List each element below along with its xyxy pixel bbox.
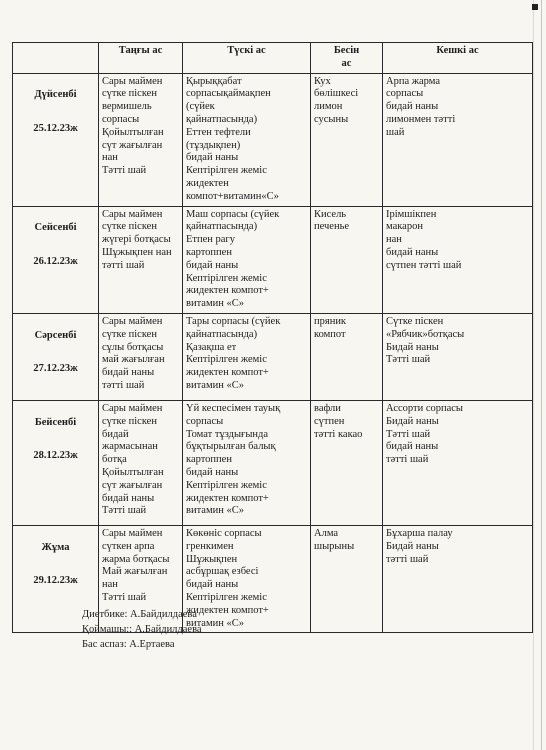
day-cell [13,206,99,313]
day-cell [13,73,99,206]
snack-cell: пряник компот [311,313,383,400]
snack-cell: Кисель печенье [311,206,383,313]
dinner-cell: Арпа жарма сорпасы бидай наны лимонмен тәтті шай [383,73,533,206]
day-cell [13,400,99,525]
header-breakfast: Таңғы ас [99,43,183,74]
weekly-menu-table [12,42,533,633]
day-name: Бейсенбі [34,416,77,428]
day-date: 26.12.23ж [33,255,78,267]
header-day [13,43,99,74]
day-name: Дүйсенбі [34,89,77,101]
page-edge-shadow [533,0,534,750]
dinner-cell: Ассорти сорпасы Бидай наны Тәтті шай бидай наны тәтті шай [383,400,533,525]
breakfast-cell: Сары маймен сүткен арпа жарма ботқасы Май жағылған нан Тәтті шай [99,525,183,632]
breakfast-cell: Сары маймен сүтке піскен бидай жармасынан ботқа Қойылтылған сүт жағылған бидай наны Тәтті шай [99,400,183,525]
lunch-cell: Көкөніс сорпасы гренкимен Шұжықпен асбұршақ езбесі бидай наны Кептірілген жеміс жидектен компот+ витамин «С» [183,525,311,632]
snack-cell: Алма шырыны [311,525,383,632]
breakfast-cell: Сары маймен сүтке піскен жүгері ботқасы Шұжықпен нан тәтті шай [99,206,183,313]
header-lunch: Түскі ас [183,43,311,74]
lunch-cell: Тары сорпасы (сүйек қайнатпасында) Қазақша ет Кептірілген жеміс жидектен компот+ витамин «С» [183,313,311,400]
page-edge-line [541,0,542,750]
header-row [13,43,533,74]
lunch-cell: Үй кеспесімен тауық сорпасы Томат тұздығында бұқтырылған балық картоппен бидай наны Кептірілген жеміс жидектен компот+ витамин «С» [183,400,311,525]
table-row [13,206,533,313]
lunch-cell: Қырыққабат сорпасықаймақпен (сүйек қайнатпасында) Еттен тефтели (тұздықпен) бидай наны Кептірілген жеміс жидектен компот+витамин«С» [183,73,311,206]
snack-cell: Кух бөлішкесі лимон сусыны [311,73,383,206]
day-name: Сейсенбі [34,222,77,234]
header-dinner: Кешкі ас [383,43,533,74]
table-row [13,73,533,206]
dietitian-line: Диетбике: А.Байдилдаева [82,609,197,620]
table-row [13,400,533,525]
table-row [13,313,533,400]
dinner-cell: Ірімшікпен макарон нан бидай наны сүтпен тәтті шай [383,206,533,313]
day-name: Сәрсенбі [34,329,77,341]
dinner-cell: Сүтке піскен «Рябчик»ботқасы Бидай наны Тәтті шай [383,313,533,400]
day-date: 25.12.23ж [33,122,78,134]
snack-cell: вафли сүтпен тәтті какао [311,400,383,525]
signatures-footer [82,607,202,652]
corner-mark [532,4,538,10]
chef-line: Бас аспаз: А.Ертаева [82,639,175,650]
day-date: 27.12.23ж [33,363,78,375]
day-cell [13,313,99,400]
day-date: 28.12.23ж [33,450,78,462]
storekeeper-line: Қоймашы:: А.Байдилдаева [82,624,202,635]
header-snack: Бесін ас [311,43,383,74]
breakfast-cell: Сары маймен сүтке піскен сұлы ботқасы май жағылған бидай наны тәтті шай [99,313,183,400]
lunch-cell: Маш сорпасы (сүйек қайнатпасында) Етпен рагу картоппен бидай наны Кептірілген жеміс жидектен компот+ витамин «С» [183,206,311,313]
day-date: 29.12.23ж [33,575,78,587]
day-name: Жұма [41,541,70,553]
dinner-cell: Бұхарша палау Бидай наны тәтті шай [383,525,533,632]
breakfast-cell: Сары маймен сүтке піскен вермишель сорпасы Қойылтылған сүт жағылған нан Тәтті шай [99,73,183,206]
